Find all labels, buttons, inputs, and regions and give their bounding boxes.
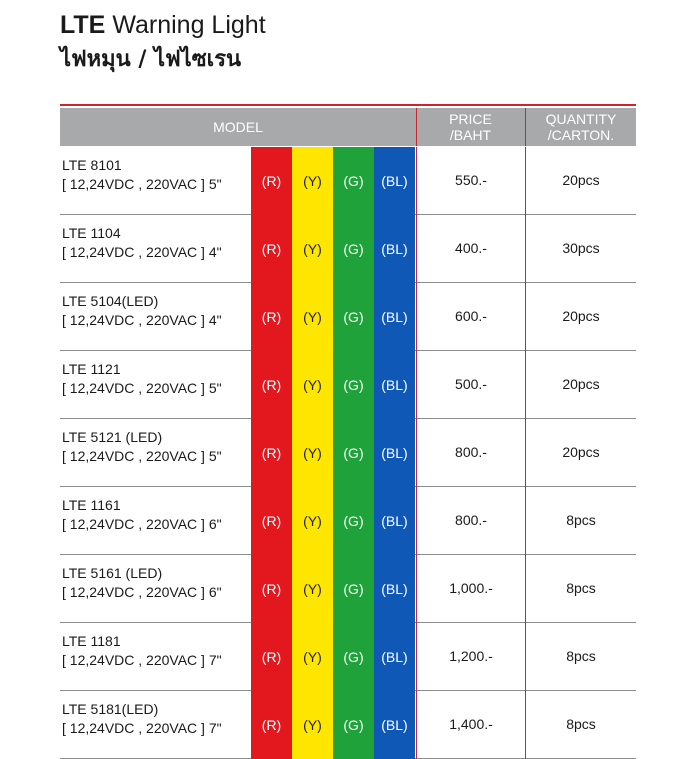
price-cell: 500.- (416, 351, 526, 419)
color-swatch-red: (R) (251, 419, 292, 487)
model-spec: [ 12,24VDC , 220VAC ] 5" (62, 380, 222, 396)
quantity-cell: 30pcs (562, 240, 600, 256)
color-swatch-green: (G) (333, 283, 374, 351)
price-cell: 600.- (416, 283, 526, 351)
color-swatch-yellow: (Y) (292, 351, 333, 419)
model-spec: [ 12,24VDC , 220VAC ] 6" (62, 584, 222, 600)
color-swatch-green: (G) (333, 623, 374, 691)
color-swatch-red: (R) (251, 351, 292, 419)
price-cell: 1,400.- (416, 691, 526, 759)
model-name: LTE 1161 (62, 497, 121, 513)
model-cell (62, 700, 254, 738)
model-name: LTE 5104(LED) (62, 293, 159, 309)
color-swatch-green: (G) (333, 215, 374, 283)
color-swatch-blue: (BL) (374, 487, 415, 555)
color-swatch-red: (R) (251, 215, 292, 283)
table-row (60, 283, 636, 351)
model-name: LTE 5161 (LED) (62, 565, 163, 581)
table-header (60, 108, 636, 146)
color-swatch-blue: (BL) (374, 555, 415, 623)
color-swatch-green: (G) (333, 419, 374, 487)
color-swatch-red: (R) (251, 283, 292, 351)
quantity-cell: 8pcs (566, 716, 596, 732)
model-name: LTE 1121 (62, 361, 121, 377)
color-swatch-green: (G) (333, 147, 374, 215)
color-swatch-yellow: (Y) (292, 555, 333, 623)
color-swatch-green: (G) (333, 487, 374, 555)
header-quantity-line-2: /CARTON. (547, 127, 615, 143)
color-swatch-red: (R) (251, 691, 292, 759)
quantity-cell: 20pcs (562, 444, 600, 460)
model-spec: [ 12,24VDC , 220VAC ] 7" (62, 652, 222, 668)
table-row (60, 487, 636, 555)
quantity-cell: 20pcs (562, 172, 600, 188)
color-swatch-red: (R) (251, 487, 292, 555)
header-price (416, 108, 526, 146)
table-row (60, 215, 636, 283)
price-cell: 1,200.- (416, 623, 526, 691)
quantity-cell: 20pcs (562, 376, 600, 392)
header-price-line-2: /BAHT (449, 127, 492, 143)
model-name: LTE 5181(LED) (62, 701, 159, 717)
page-subtitle: ไฟหมุน / ไฟไซเรน (60, 46, 242, 72)
color-swatch-yellow: (Y) (292, 487, 333, 555)
color-swatch-green: (G) (333, 555, 374, 623)
color-swatch-blue: (BL) (374, 215, 415, 283)
price-cell: 400.- (416, 215, 526, 283)
color-swatch-green: (G) (333, 691, 374, 759)
page-title (60, 10, 266, 40)
quantity-cell: 20pcs (562, 308, 600, 324)
model-cell (62, 224, 254, 262)
model-spec: [ 12,24VDC , 220VAC ] 4" (62, 244, 222, 260)
color-swatch-blue: (BL) (374, 351, 415, 419)
quantity-cell: 8pcs (566, 512, 596, 528)
price-table (60, 104, 636, 753)
color-swatch-red: (R) (251, 623, 292, 691)
table-row (60, 147, 636, 215)
color-swatch-red: (R) (251, 147, 292, 215)
model-cell (62, 632, 254, 670)
color-swatch-yellow: (Y) (292, 147, 333, 215)
title-name: Warning Light (112, 11, 266, 39)
model-cell (62, 292, 254, 330)
model-cell (62, 564, 254, 602)
color-swatch-yellow: (Y) (292, 623, 333, 691)
header-model: MODEL (60, 108, 417, 146)
color-swatch-blue: (BL) (374, 147, 415, 215)
table-row (60, 351, 636, 419)
header-quantity (526, 108, 636, 146)
price-cell: 800.- (416, 487, 526, 555)
model-spec: [ 12,24VDC , 220VAC ] 6" (62, 516, 222, 532)
model-cell (62, 156, 254, 194)
model-cell (62, 360, 254, 398)
model-cell (62, 428, 254, 466)
price-cell: 550.- (416, 147, 526, 215)
model-name: LTE 5121 (LED) (62, 429, 163, 445)
header-quantity-line-1: QUANTITY (545, 111, 617, 127)
model-spec: [ 12,24VDC , 220VAC ] 5" (62, 448, 222, 464)
header-price-line-1: PRICE (449, 111, 492, 127)
model-cell (62, 496, 254, 534)
price-cell: 1,000.- (416, 555, 526, 623)
model-spec: [ 12,24VDC , 220VAC ] 4" (62, 312, 222, 328)
color-swatch-yellow: (Y) (292, 215, 333, 283)
table-row (60, 691, 636, 759)
color-swatch-blue: (BL) (374, 419, 415, 487)
table-row (60, 419, 636, 487)
model-name: LTE 1104 (62, 225, 121, 241)
model-spec: [ 12,24VDC , 220VAC ] 5" (62, 176, 222, 192)
quantity-cell: 8pcs (566, 648, 596, 664)
color-swatch-blue: (BL) (374, 283, 415, 351)
color-swatch-yellow: (Y) (292, 419, 333, 487)
color-swatch-yellow: (Y) (292, 283, 333, 351)
model-spec: [ 12,24VDC , 220VAC ] 7" (62, 720, 222, 736)
color-swatch-yellow: (Y) (292, 691, 333, 759)
model-name: LTE 8101 (62, 157, 122, 173)
title-brand: LTE (60, 11, 106, 39)
table-row (60, 555, 636, 623)
color-swatch-green: (G) (333, 351, 374, 419)
color-swatch-blue: (BL) (374, 623, 415, 691)
quantity-cell: 8pcs (566, 580, 596, 596)
color-swatch-blue: (BL) (374, 691, 415, 759)
price-cell: 800.- (416, 419, 526, 487)
model-name: LTE 1181 (62, 633, 121, 649)
color-swatch-red: (R) (251, 555, 292, 623)
table-row (60, 623, 636, 691)
